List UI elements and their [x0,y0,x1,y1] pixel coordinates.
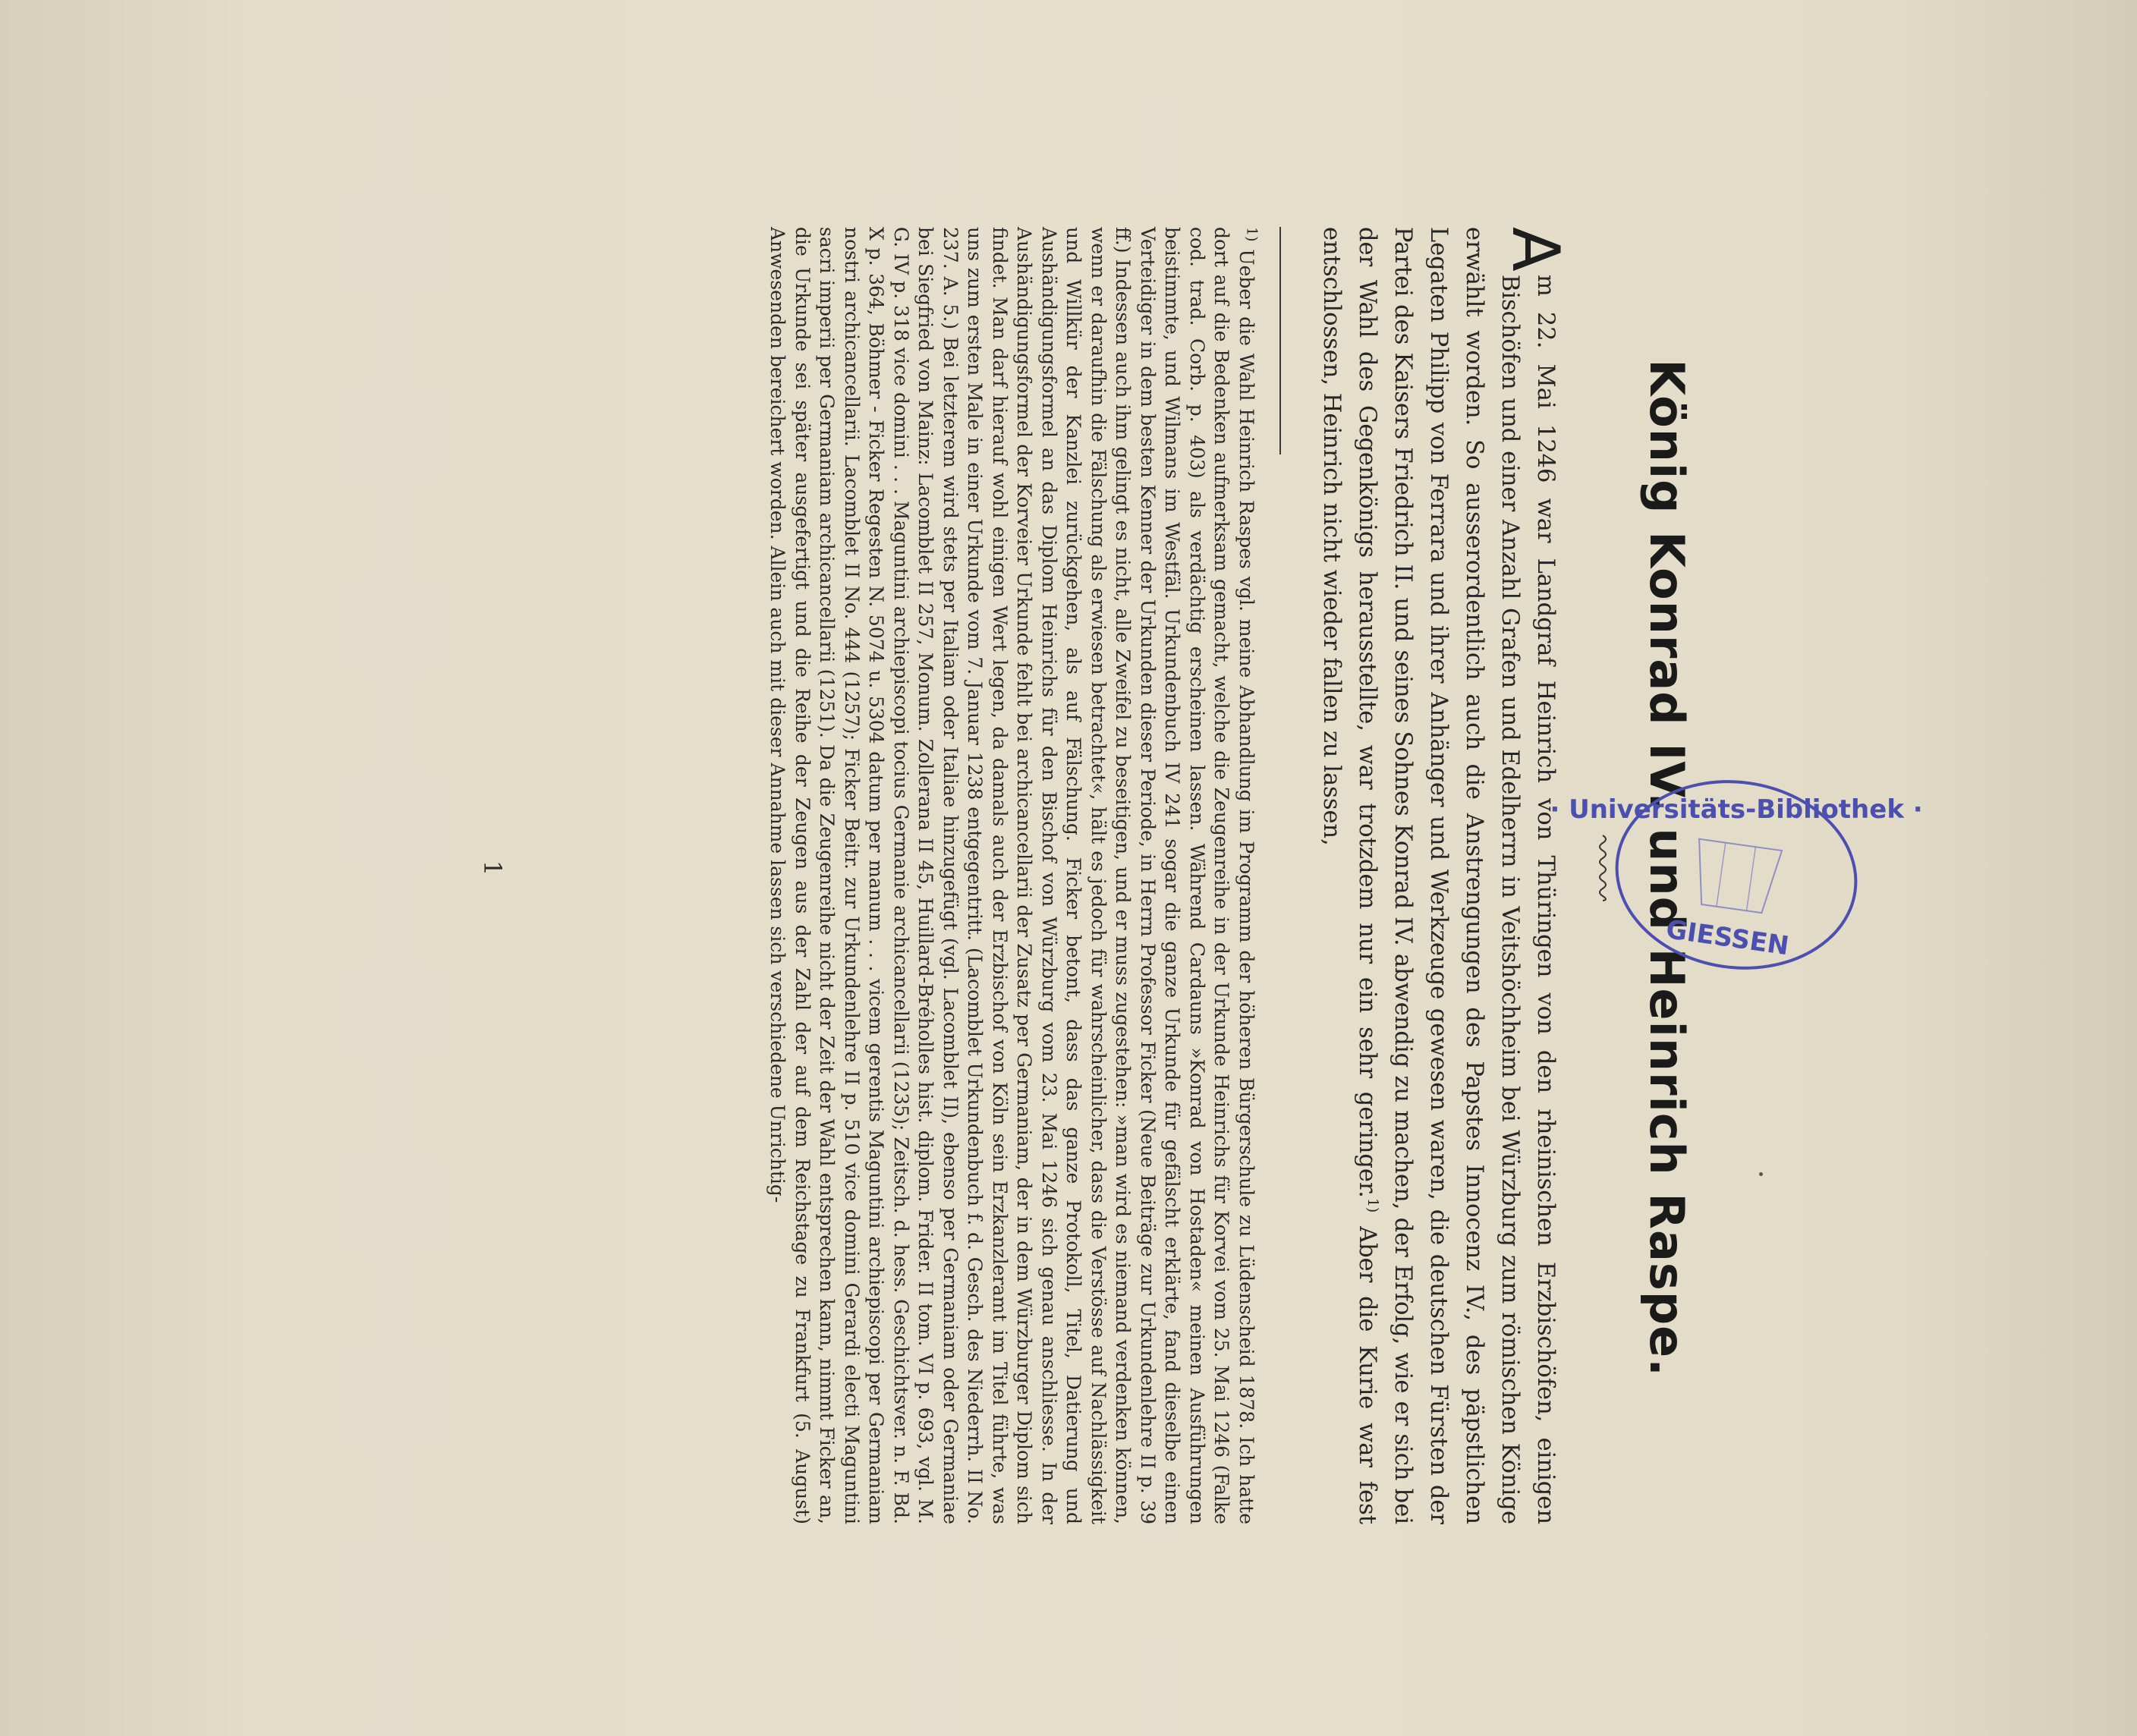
svg-text:GIESSEN: GIESSEN [1663,914,1791,962]
body-footnote-marker: 1) [1364,1197,1382,1213]
ink-spot [1759,1172,1763,1176]
page-title: König Konrad IV. und Heinrich Raspe. [1639,359,1695,1377]
library-stamp [1550,765,1923,985]
footnote-text: Ueber die Wahl Heinrich Raspes vgl. meine Abhandlung im Programm der höheren Bürgerschule zu Lüdenscheid 1878. Ich hatte dort auf die Bedenken aufmerksam gemacht, welche die Zeugenreihe in der Urkunde Heinrichs für Korvei vom 25. Mai 1246 (Falke cod. trad. Corb. p. 403) als verdächtig erscheinen lassen. Während Cardauns »Konrad von Hostaden« meinen Ausführungen beistimmte, und Wilmans im Westfäl. Urkundenbuch IV 241 sogar die ganze Urkunde für gefälscht erklärte, fand dieselbe einen Verteidiger in dem besten Kenner der Urkunden dieser Periode, in Herrn Professor Ficker (Neue Beiträge zur Urkundenlehre II p. 39 ff.) Indessen auch ihm gelingt es nicht, alle Zweifel zu beseitigen, und er muss zugestehen: »man wird es niemand verdenken können, wenn er daraufhin die Fälschung als erwiesen betrachtet«, hält es jedoch für wahrscheinlicher, dass die Verstösse auf Nachlässigkeit und Willkür der Kanzlei zurückgehen, als auf Fälschung. Ficker betont, dass das ganze Protokoll, Titel, Datierung und Aushändigungsformel an das Diplom Heinrichs für den Bischof von Würzburg vom 23. Mai 1246 sich genau anschliesse. In der Aushändigungsformel der Korveier Urkunde fehlt bei archicancellarii der Zusatz per Germaniam, der in dem Würzburger Diplom sich findet. Man darf hierauf wohl einigen Wert legen, da damals auch der Erzbischof von Köln sein Erzkanzleramt im Titel führte, was uns zum ersten Male in einer Urkunde vom 7. Januar 1238 entgegentritt. (Lacomblet Urkundenbuch f. d. Gesch. des Niederrh. II No. 237. A. 5.) Bei letzterem wird stets per Italiam oder Italiae hinzugefügt (vgl. Lacomblet II), ebenso per Germaniam oder Germaniae bei Siegfried von Mainz: Lacomblet II 257, Monum. Zollerana II 45, Huillard-Bréholles hist. diplom. Frider. II tom. VI p. 693, vgl. M. G. IV p. 318 vice domini . . . Maguntini archiepiscopi tocius Germanie archicancellarii (1235); Zeitsch. d. hess. Geschichtsver. n. F. Bd. X p. 364, Böhmer - Ficker Regesten N. 5074 u. 5304 datum per manum . . . vicem gerentis Maguntini archiepiscopi per Germaniam nostri archicancellarii. Lacomblet II No. 444 (1257); Ficker Beitr. zur Urkundenlehre II p. 510 vice domini Gerardi electi Maguntini sacri imperii per Germaniam archicancellarii (1251). Da die Zeugenreihe nicht der Zeit der Wahl entsprechen kann, nimmt Ficker an, die Urkunde sei später ausgefertigt und die Reihe der Zeugen aus der Zahl der auf dem Reichstage zu Frankfurt (5. August) Anwesenden bereichert worden. Allein auch mit dieser Annahme lassen sich verschiedene Unrichtig- [766,227,1257,1525]
footnote-marker: 1) [1243,227,1260,242]
rotated-text-sheet [423,94,1714,1642]
body-text: m 22. Mai 1246 war Landgraf Heinrich von Thüringen von den rheinischen Erzbischöfen, einigen Bischöfen und einer Anzahl Grafen und Edelherrn in Veitshöchheim bei Würzburg zum römischen Könige erwählt worden. So ausserordentlich auch die Anstrengungen des Papstes Innocenz IV., des päpstlichen Legaten Philipp von Ferrara und ihrer Anhänger und Werkzeuge gewesen waren, die deutschen Fürsten der Partei des Kaisers Friedrich II. und seines Sohnes Konrad IV. abwendig zu machen, der Erfolg, wie er sich bei der Wahl des Gegenkönigs herausstellte, war trotzdem nur ein sehr geringer. [1354,227,1559,1524]
body-text-end: Aber die Kurie war fest entschlossen, Heinrich nicht wieder fallen zu lassen, [1318,227,1380,1524]
page-number: 1 [478,860,507,876]
svg-text:· Universitäts-Bibliothek ·: · Universitäts-Bibliothek · [1550,794,1923,825]
drop-cap: A [1497,227,1573,272]
footnote [765,227,1258,1524]
footnote-divider [1279,227,1281,454]
body-paragraph [1314,227,1573,1524]
